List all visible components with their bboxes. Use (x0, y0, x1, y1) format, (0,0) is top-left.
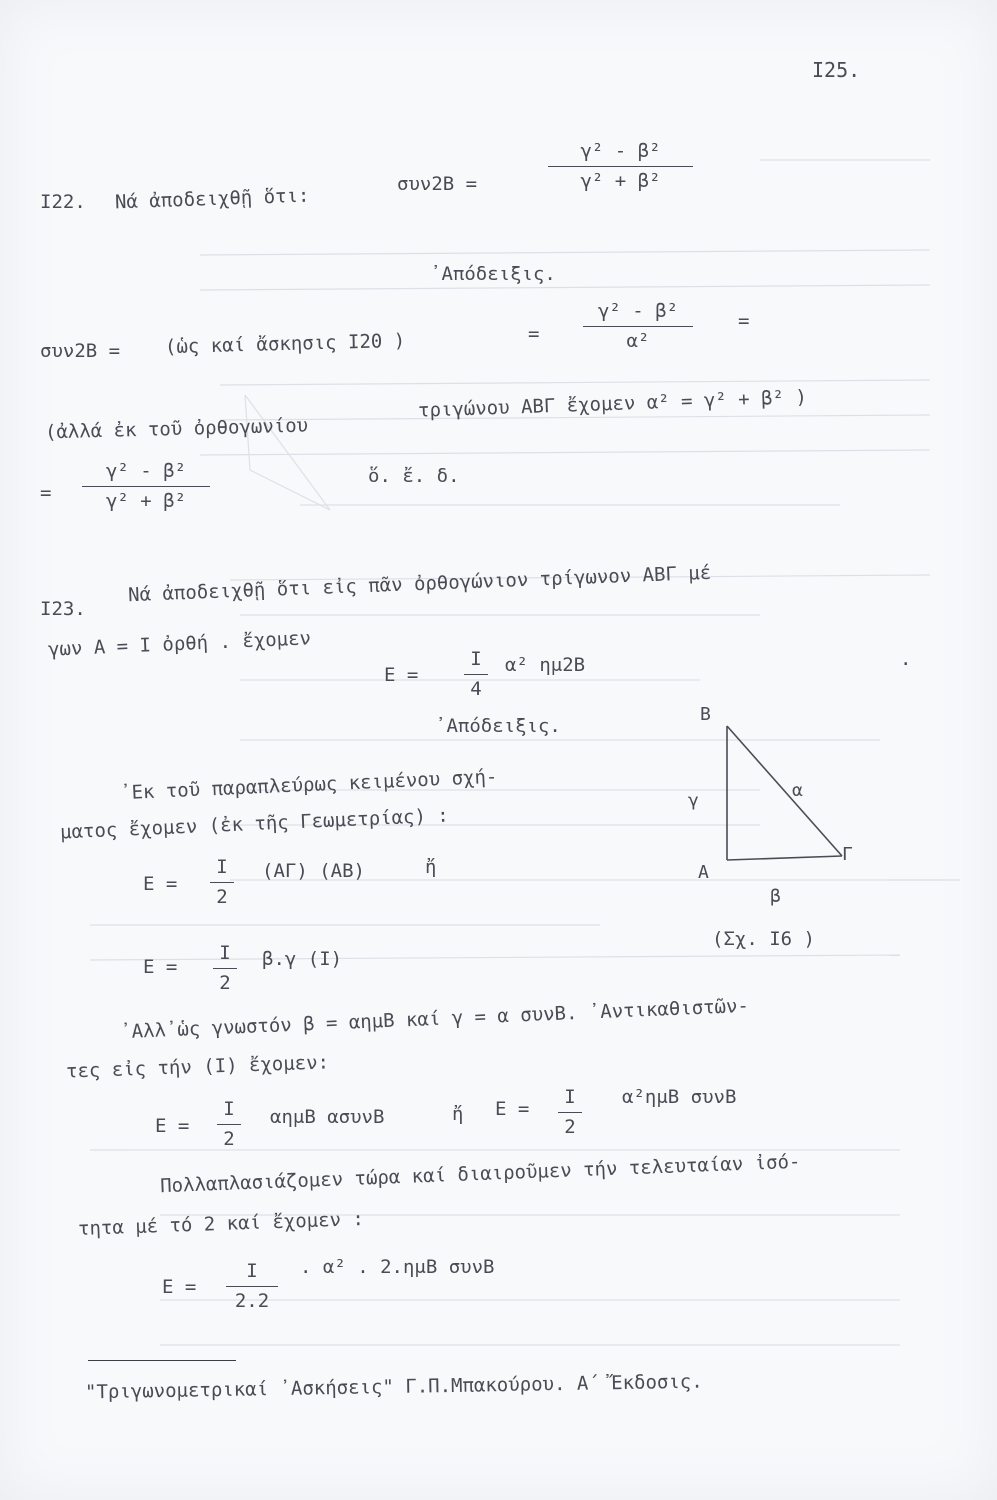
fraction-numerator: I (223, 1098, 235, 1120)
side-b-label: β (770, 886, 781, 907)
fraction-bar (217, 1124, 241, 1125)
fraction-denominator: α² (626, 330, 650, 352)
fraction-denominator: 2 (219, 972, 231, 994)
problem-123-formula-lhs: Ε = (384, 664, 419, 686)
proof-122-line1-eq: = (528, 323, 540, 345)
proof-122-line3-fraction (82, 462, 210, 511)
fraction-bar (583, 326, 693, 327)
vertex-a-label: Α (698, 862, 709, 883)
problem-123-proof-heading: ᾿Απόδειξις. (435, 715, 561, 737)
problem-123-statement-2: γων Α = Ι ὀρθή . ἔχομεν (47, 627, 312, 661)
proof-123-text-5: Πολλαπλασιάζομεν τώρα καί διαιροῦμεν τήν τελευταίαν ἰσό- (159, 1150, 801, 1198)
problem-122-proof-heading: ᾿Απόδειξις. (430, 263, 556, 285)
proof-123-eq3-fraction (217, 1100, 241, 1149)
proof-123-eq3b-fraction (558, 1088, 582, 1137)
fraction-bar (210, 882, 234, 883)
fraction-numerator: I (470, 648, 482, 670)
fraction-numerator: γ² - β² (580, 140, 661, 162)
proof-122-line2-end: τριγώνου ΑΒΓ ἔχομεν α² = γ² + β² ) (417, 386, 808, 422)
fraction-denominator: γ² + β² (105, 490, 187, 512)
proof-123-eq3-lhs: Ε = (155, 1115, 190, 1137)
proof-123-eq3-rhs: αημΒ ασυνΒ (270, 1106, 385, 1128)
fraction-numerator: I (219, 942, 231, 964)
problem-123-label: I23. (40, 598, 86, 620)
page-number: I25. (812, 58, 861, 82)
proof-123-eq2-rhs: β.γ (Ι) (262, 948, 343, 970)
proof-123-text-4: τες εἰς τήν (Ι) ἔχομεν: (65, 1051, 330, 1083)
fraction-bar (464, 674, 488, 675)
proof-122-line3-eq: = (40, 482, 52, 504)
fraction-bar (548, 166, 693, 167)
proof-122-line2-start: (ἀλλά ἐκ τοῦ ὀρθογωνίου (44, 414, 309, 444)
fraction-denominator: 4 (470, 678, 482, 700)
fraction-denominator: 2 (564, 1116, 576, 1138)
vertex-b-label: Β (700, 704, 711, 725)
proof-123-eq1-or: ἤ (425, 856, 437, 878)
problem-122-statement: Νά ἀποδειχθῇ ὅτι: (114, 184, 310, 214)
problem-123-formula-dot: . (900, 648, 912, 670)
fraction-numerator: γ² - β² (105, 460, 187, 482)
proof-123-eq1-fraction (210, 858, 234, 907)
footnote-rule (88, 1360, 236, 1361)
proof-123-eq3b-lhs: Ε = (495, 1098, 530, 1120)
side-ag (727, 856, 842, 860)
side-bg (727, 726, 842, 856)
fraction-bar (82, 486, 210, 487)
fraction-bar (558, 1112, 582, 1113)
fraction-denominator: 2 (216, 886, 228, 908)
problem-122-label: I22. (40, 191, 86, 213)
fraction-bar (213, 968, 237, 969)
proof-123-text-1: ᾿Εκ τοῦ παραπλεύρως κειμένου σχή- (119, 765, 498, 805)
figure-reference: (Σχ. I6 ) (712, 928, 815, 950)
fraction-numerator: γ² - β² (597, 300, 679, 322)
proof-122-line1-start: συν2Β = (40, 340, 121, 362)
proof-123-text-6: τητα μέ τό 2 καί ἔχομεν : (77, 1208, 365, 1240)
proof-122-line1-fraction (583, 302, 693, 351)
fraction-numerator: I (216, 856, 228, 878)
proof-123-eq1-rhs: (ΑΓ) (ΑΒ) (262, 860, 365, 882)
proof-123-eq4-fraction (226, 1262, 278, 1311)
right-triangle-figure (680, 700, 870, 910)
vertex-g-label: Γ (842, 844, 853, 865)
fraction-bar (226, 1286, 278, 1287)
proof-123-text-2: ματος ἔχομεν (ἐκ τῆς Γεωμετρίας) : (59, 804, 450, 844)
fraction-denominator: 2.2 (234, 1290, 270, 1312)
fraction-numerator: I (564, 1086, 576, 1108)
fraction-numerator: I (246, 1260, 258, 1282)
proof-122-line1-end: = (738, 310, 750, 332)
qed-122: ὅ. ἔ. δ. (368, 465, 460, 487)
footnote-source: "Τριγωνομετρικαί ᾿Ασκήσεις" Γ.Π.Μπακούρου. Α΄ Ἔκδοσις. (84, 1370, 703, 1404)
proof-123-eq3-or: ἤ (452, 1103, 464, 1125)
proof-123-eq4-lhs: Ε = (162, 1276, 197, 1298)
problem-123-statement-1: Νά ἀποδειχθῇ ὅτι εἰς πᾶν ὀρθογώνιον τρίγωνον ΑΒΓ μέ (127, 561, 712, 607)
proof-123-eq1-lhs: Ε = (143, 873, 178, 895)
problem-122-fraction (548, 142, 693, 191)
proof-123-eq4-rhs: . α² . 2.ημΒ συνΒ (300, 1256, 495, 1278)
problem-122-lhs: συν2Β = (397, 173, 478, 195)
proof-123-eq3b-rhs: α²ημΒ συνΒ (622, 1086, 737, 1108)
proof-123-eq2-lhs: Ε = (143, 956, 178, 978)
fraction-denominator: 2 (223, 1128, 235, 1150)
proof-123-text-3: ᾿Αλλ᾿ὡς γνωστόν β = αημΒ καί γ = α συνΒ. ᾿Αντικαθιστῶν- (119, 994, 750, 1044)
side-a-label: α (792, 780, 803, 801)
problem-123-formula-rhs: α² ημ2Β (505, 654, 586, 676)
proof-123-eq2-fraction (213, 944, 237, 993)
proof-122-line1-ref: (ὡς καί ἄσκησις I20 ) (164, 329, 406, 359)
fraction-denominator: γ² + β² (580, 170, 661, 192)
problem-123-formula-fraction (464, 650, 488, 699)
side-g-label: γ (688, 790, 699, 811)
